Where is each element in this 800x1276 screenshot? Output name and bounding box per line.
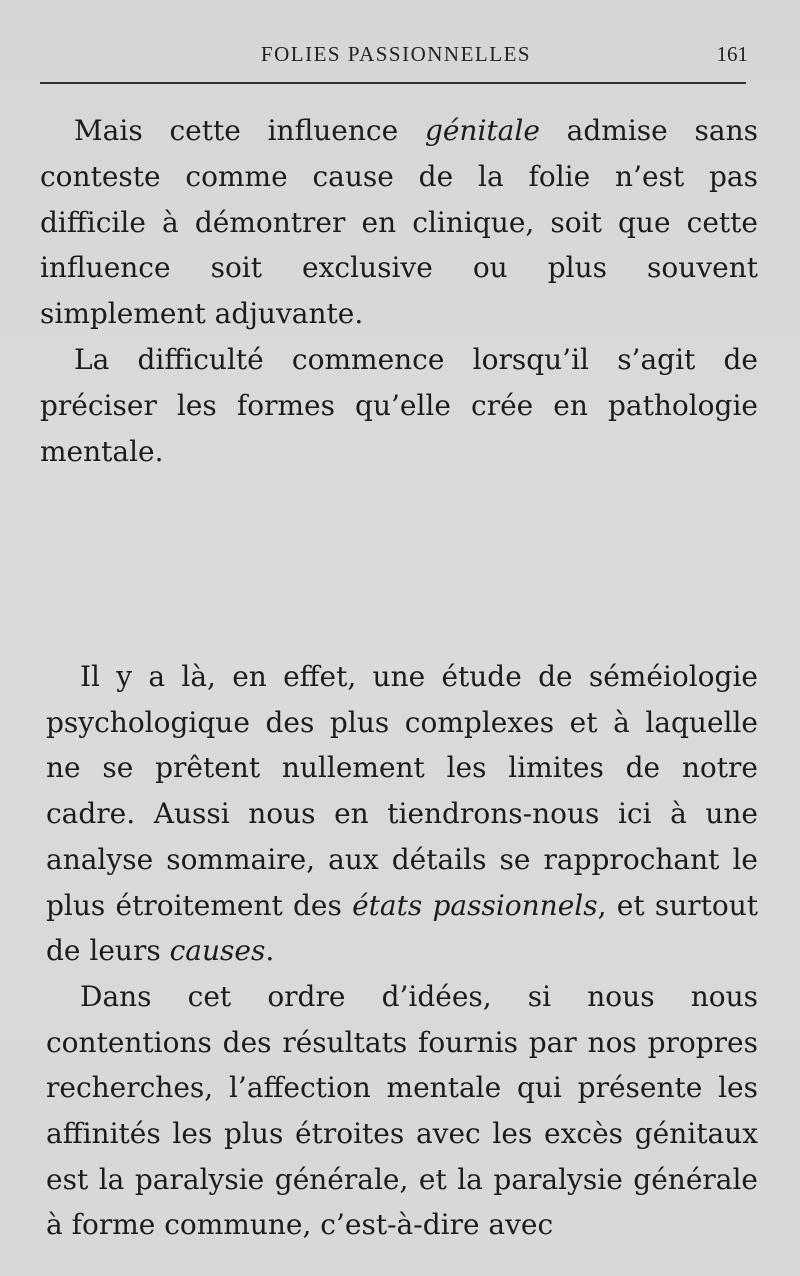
text-block-bottom [46,654,758,1248]
running-title: FOLIES PASSIONNELLES [260,42,532,66]
page-number: 161 [716,42,748,66]
italic-term: états passionnels [352,888,598,922]
text-run: Mais cette influence [74,114,425,147]
text-run: , et surtout de leurs [46,888,759,968]
header-rule [40,82,746,84]
paragraph [46,654,758,974]
text-block-top [40,108,758,474]
paragraph [40,108,758,337]
running-head [40,40,752,74]
italic-term: causes [169,934,266,968]
paragraph: La difficulté commence lorsqu’il s’agit de préciser les formes qu’elle crée en pathologie mentale. [40,342,758,468]
text-run: Il y a là, en effet, une étude de séméiologie psychologique des plus complexes et à laquelle ne se prêtent nullement les limites de notre cadre. Aussi nous en tiendrons-nous ici à une analyse sommaire, aux détails se rapprochant le plus étroitement des [46,660,758,922]
italic-term: génitale [424,114,540,147]
text-run: . [265,934,275,968]
paragraph: Dans cet ordre d’idées, si nous nous contentions des résultats fournis par nos propres recherches, l’affection mentale qui présente les affinités les plus étroites avec les excès génitaux est la paralysie générale, et la paralysie générale à forme commune, c’est-à-dire avec [46,979,758,1242]
text-run: admise sans conteste comme cause de la folie n’est pas difficile à démontrer en clinique, soit que cette influence soit exclusive ou plus souvent simplement adjuvante. [40,114,758,331]
